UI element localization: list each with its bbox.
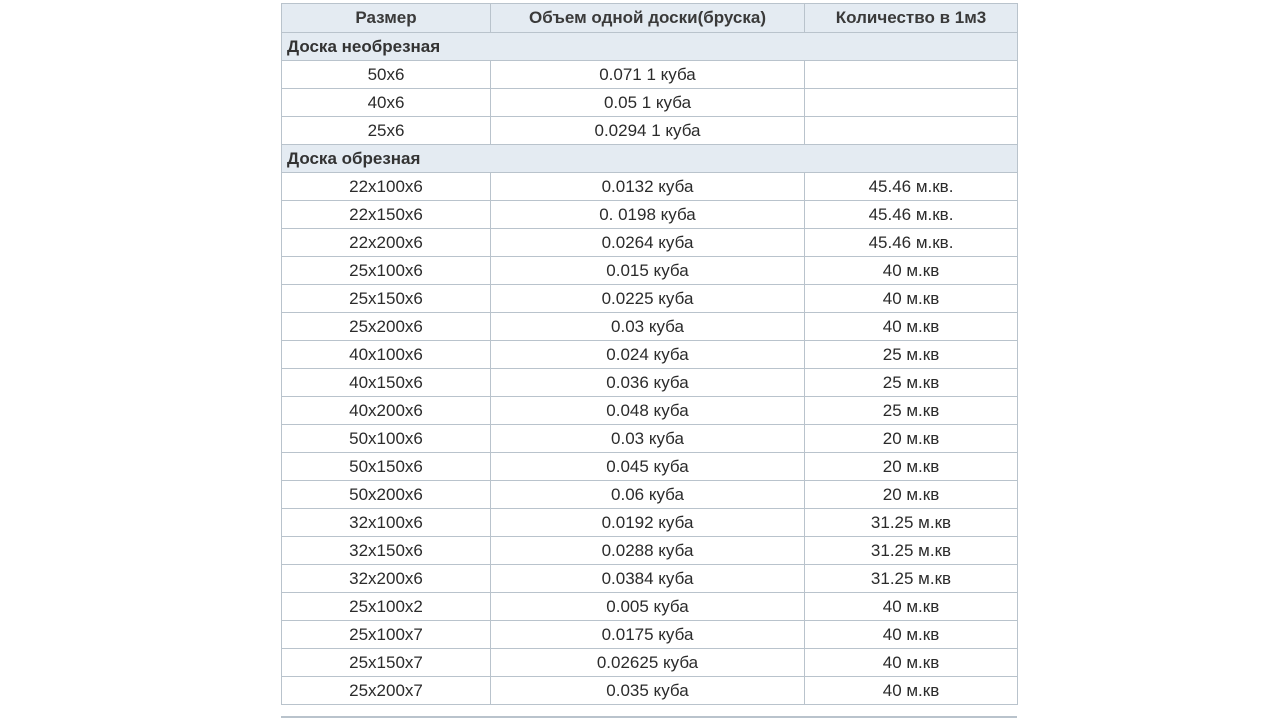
- cell-volume: 0.036 куба: [491, 369, 805, 397]
- cell-volume: 0.0192 куба: [491, 509, 805, 537]
- table-row: [282, 313, 1018, 341]
- table-row: [282, 481, 1018, 509]
- table-row: [282, 117, 1018, 145]
- table-row: [282, 453, 1018, 481]
- section-row: [282, 145, 1018, 173]
- cell-size: 40х6: [282, 89, 491, 117]
- cell-size: 25х100х2: [282, 593, 491, 621]
- cell-quantity: 40 м.кв: [805, 621, 1018, 649]
- cell-quantity: 20 м.кв: [805, 453, 1018, 481]
- cell-quantity: 45.46 м.кв.: [805, 201, 1018, 229]
- cell-quantity: 40 м.кв: [805, 593, 1018, 621]
- cell-volume: 0.05 1 куба: [491, 89, 805, 117]
- cell-size: 25х200х7: [282, 677, 491, 705]
- table-row: [282, 369, 1018, 397]
- cell-quantity: 20 м.кв: [805, 481, 1018, 509]
- cell-quantity: 25 м.кв: [805, 369, 1018, 397]
- cell-volume: 0.0384 куба: [491, 565, 805, 593]
- cell-volume: 0.03 куба: [491, 313, 805, 341]
- cell-volume: 0.015 куба: [491, 257, 805, 285]
- cell-quantity: 40 м.кв: [805, 257, 1018, 285]
- cell-volume: 0.0132 куба: [491, 173, 805, 201]
- table-row: [282, 565, 1018, 593]
- cell-quantity: 45.46 м.кв.: [805, 173, 1018, 201]
- cell-size: 25х100х6: [282, 257, 491, 285]
- table-body: [282, 33, 1018, 705]
- table-row: [282, 257, 1018, 285]
- cell-size: 32х200х6: [282, 565, 491, 593]
- cell-volume: 0.005 куба: [491, 593, 805, 621]
- cell-volume: 0.03 куба: [491, 425, 805, 453]
- table-row: [282, 89, 1018, 117]
- section-row: [282, 33, 1018, 61]
- cell-volume: 0.0175 куба: [491, 621, 805, 649]
- header-row: [282, 4, 1018, 33]
- cell-size: 50х150х6: [282, 453, 491, 481]
- lumber-volume-table: [281, 3, 1018, 705]
- table-row: [282, 621, 1018, 649]
- cell-volume: 0.071 1 куба: [491, 61, 805, 89]
- cell-quantity: 25 м.кв: [805, 397, 1018, 425]
- table-row: [282, 61, 1018, 89]
- table-row: [282, 677, 1018, 705]
- section-title: Доска обрезная: [282, 145, 1018, 173]
- cell-quantity: 31.25 м.кв: [805, 509, 1018, 537]
- cell-size: 25х150х7: [282, 649, 491, 677]
- header-quantity: Количество в 1м3: [805, 4, 1018, 33]
- cell-size: 40х100х6: [282, 341, 491, 369]
- table-bottom-border: [281, 716, 1017, 718]
- cell-size: 50х100х6: [282, 425, 491, 453]
- cell-quantity: 31.25 м.кв: [805, 565, 1018, 593]
- cell-quantity: 20 м.кв: [805, 425, 1018, 453]
- section-title: Доска необрезная: [282, 33, 1018, 61]
- header-size: Размер: [282, 4, 491, 33]
- cell-size: 25х6: [282, 117, 491, 145]
- cell-size: 25х100х7: [282, 621, 491, 649]
- cell-size: 50х6: [282, 61, 491, 89]
- cell-quantity: 40 м.кв: [805, 677, 1018, 705]
- cell-volume: 0. 0198 куба: [491, 201, 805, 229]
- cell-volume: 0.048 куба: [491, 397, 805, 425]
- header-volume: Объем одной доски(бруска): [491, 4, 805, 33]
- cell-size: 40х200х6: [282, 397, 491, 425]
- cell-quantity: 25 м.кв: [805, 341, 1018, 369]
- cell-size: 32х150х6: [282, 537, 491, 565]
- cell-quantity: 40 м.кв: [805, 285, 1018, 313]
- table-row: [282, 649, 1018, 677]
- cell-volume: 0.024 куба: [491, 341, 805, 369]
- table-row: [282, 341, 1018, 369]
- cell-volume: 0.0264 куба: [491, 229, 805, 257]
- table-row: [282, 173, 1018, 201]
- cell-quantity: [805, 117, 1018, 145]
- cell-quantity: [805, 89, 1018, 117]
- cell-size: 50х200х6: [282, 481, 491, 509]
- table-row: [282, 425, 1018, 453]
- cell-size: 32х100х6: [282, 509, 491, 537]
- cell-size: 25х200х6: [282, 313, 491, 341]
- table-row: [282, 285, 1018, 313]
- cell-quantity: 45.46 м.кв.: [805, 229, 1018, 257]
- table-row: [282, 397, 1018, 425]
- cell-size: 22х100х6: [282, 173, 491, 201]
- cell-quantity: 31.25 м.кв: [805, 537, 1018, 565]
- cell-size: 40х150х6: [282, 369, 491, 397]
- table-row: [282, 201, 1018, 229]
- cell-volume: 0.0225 куба: [491, 285, 805, 313]
- cell-size: 22х200х6: [282, 229, 491, 257]
- cell-volume: 0.02625 куба: [491, 649, 805, 677]
- cell-volume: 0.0288 куба: [491, 537, 805, 565]
- table-row: [282, 229, 1018, 257]
- table-row: [282, 593, 1018, 621]
- cell-volume: 0.06 куба: [491, 481, 805, 509]
- table-row: [282, 537, 1018, 565]
- cell-quantity: 40 м.кв: [805, 313, 1018, 341]
- cell-volume: 0.035 куба: [491, 677, 805, 705]
- table-header: [282, 4, 1018, 33]
- cell-size: 25х150х6: [282, 285, 491, 313]
- table-row: [282, 509, 1018, 537]
- cell-quantity: 40 м.кв: [805, 649, 1018, 677]
- cell-volume: 0.045 куба: [491, 453, 805, 481]
- cell-size: 22х150х6: [282, 201, 491, 229]
- cell-quantity: [805, 61, 1018, 89]
- cell-volume: 0.0294 1 куба: [491, 117, 805, 145]
- lumber-volume-table-container: [281, 3, 1017, 705]
